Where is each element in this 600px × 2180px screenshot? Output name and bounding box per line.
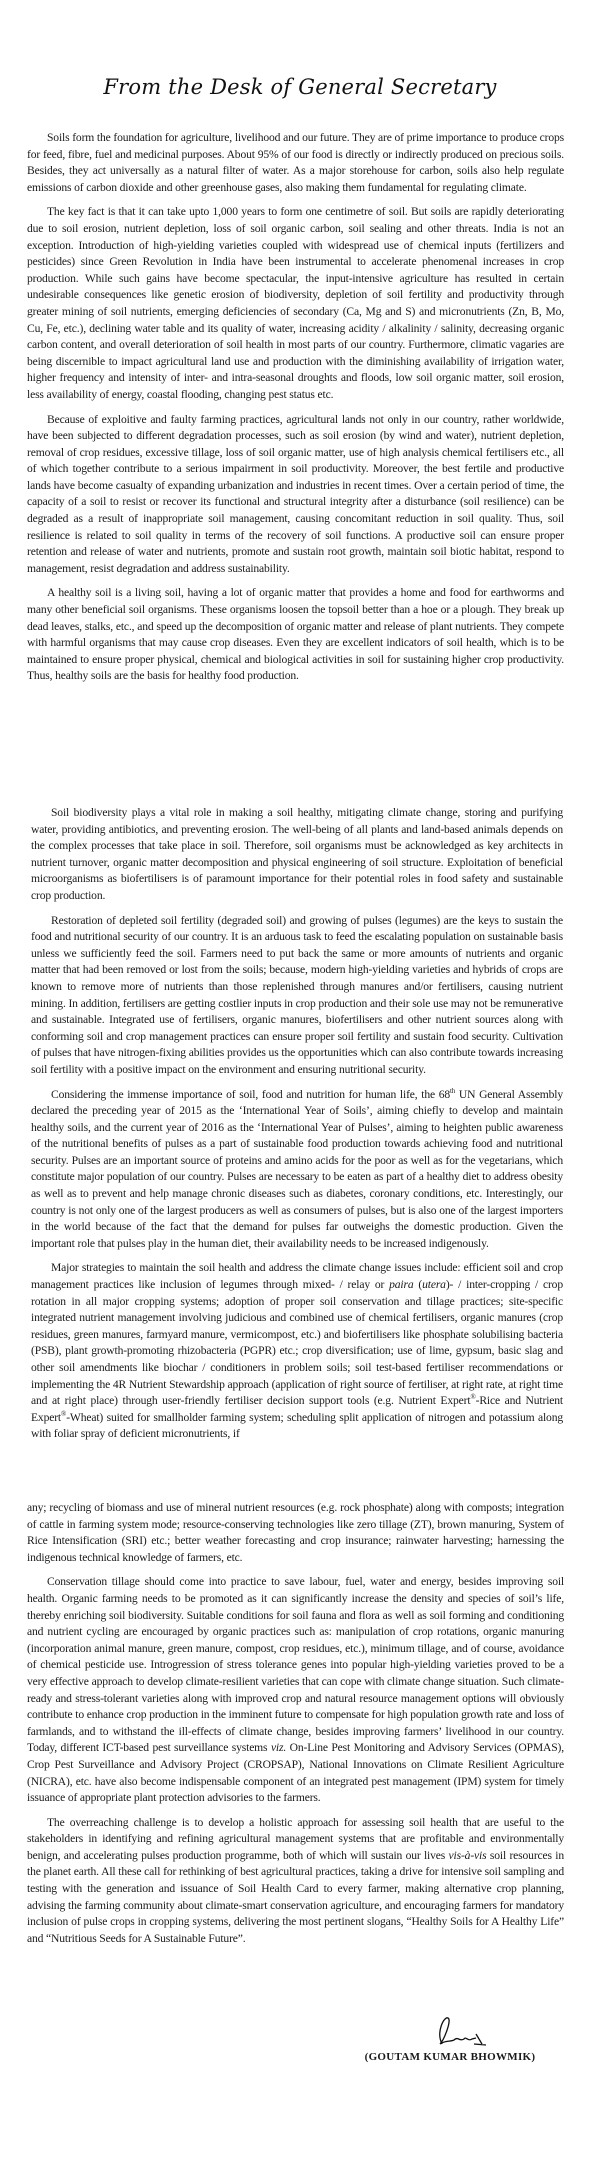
- registered-mark: ®: [470, 1393, 476, 1402]
- text-run: UN General Assembly declared the preceding year of 2015 as the ‘International Year of Soils’, aiming chiefly to develop and maintain healthy soils, and the current year of 2016 as the ‘International Year of Pulses’, aiming to heighten public awareness of the nutritional benefits of pulses as a part of sustainable food production towards achieving food and nutritional security. Pulses are an important source of proteins and amino acids for the poor as well as for the vegetarians, which constitute major population of our country. Pulses are necessary to be eaten as part of a healthy diet to address obesity as well as to prevent and help manage chronic diseases such as diabetes, coronary conditions, etc. Interestingly, our country is not only one of the largest producers as well as consumers of pulses, but is also one of the largest importers in the world because of the fact that the demand for pulses far outweighs the domestic production. Given the important role that pulses play in the human diet, their availability needs to be increased indigenously.: [31, 1087, 563, 1250]
- paragraph: A healthy soil is a living soil, having a lot of organic matter that provides a home and food for earthworms and many other beneficial soil organisms. These organisms loosen the topsoil better than a hoe or a plough. They break up dead leaves, stalks, etc., and speed up the decomposition of organic matter and release of plant nutrients. They compete with harmful organisms that may cause crop diseases. Even they are excellent indicators of soil health, which is to be maintained to ensure proper physical, chemical and biological activities in soil for sustaining higher crop productivity. Thus, healthy soils are the basis for healthy food production.: [27, 586, 564, 683]
- signature-icon: [432, 2012, 492, 2052]
- paragraph: Restoration of depleted soil fertility (degraded soil) and growing of pulses (legumes) are the keys to sustain the food and nutritional security of our country. It is an arduous task to feed the escalating population on sustainable basis unless we sufficiently feed the soil. Farmers need to put back the same or more amounts of nutrients and organic matter that had been removed or lost from the soils; because, modern high-yielding varieties and hybrids of crops are known to remove more of nutrients than those replenished through manures and/or fertilisers, causing nutrient mining. In addition, fertilisers are getting costlier inputs in crop production and their sole use may not be remunerative and sustainable. Integrated use of fertilisers, organic manures, biofertilisers and other nutrient sources along with conforming soil and crop management practices can ensure proper soil fertility and sustain food security. Cultivation of pulses that have nitrogen-fixing abilities provides us the opportunities which can also contribute towards increasing soil fertility with a positive impact on the environment and ensuring nutritional security.: [31, 913, 563, 1076]
- italic-term: vis-à-vis: [448, 1848, 487, 1862]
- text-run: (: [413, 1278, 423, 1292]
- page-3-body: [27, 1500, 564, 1955]
- text-run: Conservation tillage should come into practice to save labour, fuel, water and energy, besides improving soil health. Organic farming needs to be promoted as it can significantly increase the density and species of soil’s life, thereby enriching soil biodiversity. Suitable conditions for soil fauna and flora as well as soil forming and conditioning and nutrient cycling are encouraged by organic practices such as: manipulation of crop rotations, organic manuring (incorporation animal manure, green manure, compost, crop residues, etc.), minimum tillage, and of course, avoidance of chemical pesticide use. Introgression of stress tolerance genes into popular high-yielding varieties proved to be a very effective approach to develop climate-resilient varieties that can cope with climate change situation. Such climate-ready and stress-tolerant varieties along with improved crop and natural resource management options will obviously contribute to enhance crop production in the imminent future to compensate for high population growth rate and loss of farmlands, and to withstand the ill-effects of climate change, besides improving farmers’ livelihood in our country. Today, different ICT-based pest surveillance systems: [27, 1575, 564, 1755]
- text-run: On-Line Pest Monitoring and Advisory Services (OPMAS), Crop Pest Surveillance and Advisory Project (CROPSAP), National Innovations on Climate Resilient Agriculture (NICRA), etc. have also become indispensable component of an integrated pest management (IPM) system for timely issuance of appropriate plant protection advisories to the farmers.: [27, 1741, 565, 1805]
- page-title: From the Desk of General Secretary: [103, 75, 497, 99]
- superscript: th: [450, 1086, 456, 1095]
- text-run: -Wheat) suited for smallholder farming system; scheduling split application of nitrogen and potassium along with foliar spray of deficient micronutrients, if: [31, 1410, 563, 1441]
- text-run: Considering the immense importance of soil, food and nutrition for human life, the 68: [51, 1087, 450, 1101]
- page-2-body: [31, 805, 563, 1451]
- signer-name: (GOUTAM KUMAR BHOWMIK): [364, 2051, 536, 2063]
- paragraph: [27, 1574, 564, 1806]
- italic-term: paira: [389, 1278, 414, 1292]
- paragraph: any; recycling of biomass and use of mineral nutrient resources (e.g. rock phosphate) along with composts; integration of cattle in farming system mode; resource-conserving technologies like zero tillage (ZT), brown manuring, System of Rice Intensification (SRI) etc.; better weather forecasting and crop insurance; rainwater harvesting; harnessing the indigenous technical knowledge of farmers, etc.: [27, 1501, 564, 1564]
- text-run: -Rice and Nutrient Expert: [31, 1394, 563, 1424]
- paragraph: [31, 1260, 563, 1443]
- paragraph: Soils form the foundation for agriculture, livelihood and our future. They are of prime importance to produce crops for feed, fibre, fuel and medicinal purposes. About 95% of our food is directly or indirectly produced on precious soils. Besides, they act universally as a natural filter of water. As a major storehouse for carbon, soils also help regulate emissions of carbon dioxide and other greenhouse gases, also making them fundamental for regulating climate.: [27, 131, 564, 194]
- paragraph: The key fact is that it can take upto 1,000 years to form one centimetre of soil. But soils are rapidly deteriorating due to soil erosion, nutrient depletion, loss of soil organic carbon, soil sealing and other threats. India is not an exception. Introduction of high-yielding varieties coupled with widespread use of chemical inputs (fertilizers and pesticides) since Green Revolution in India have been instrumental to accelerate phenomenal increases in crop production. While such gains have become spectacular, the input-intensive agriculture has resulted in certain undesirable consequences like genetic erosion of biodiversity, depletion of soil fertility and productivity through greater mining of soil nutrients, emerging deficiencies of secondary (Ca, Mg and S) and micronutrients (Zn, B, Mo, Cu, Fe, etc.), declining water table and its quality of water, increasing acidity / alkalinity / salinity, decreasing organic carbon content, and overall deterioration of soil health in most parts of our country. Furthermore, climatic vagaries are being discernible to impact agricultural land use and production with the diminishing availability of irrigation water, higher frequency and intensity of inter- and intra-seasonal droughts and floods, low soil organic matter, soil erosion, less availability of energy, coastal flooding, changing pest status etc.: [27, 205, 564, 401]
- italic-term: viz.: [270, 1741, 287, 1755]
- paragraph: [27, 1815, 564, 1948]
- text-run: )- / inter-cropping / crop rotation in all major cropping systems; adoption of proper soil conservation and tillage practices; site-specific integrated nutrient management involving judicious and combined use of chemical fertilisers, organic manures (crop residues, green manures, farmyard manure, vermicompost, etc.) and biofertilisers like phosphate solubilising bacteria (PSB), plant growth-promoting rhizobacteria (PGPR) etc.; crop diversification; use of lime, gypsum, basic slag and other soil amendments like biochar / conditioners in problem soils; soil test-based fertiliser recommendations or implementing the 4R Nutrient Stewardship approach (application of right source of fertiliser, at right rate, at right time and at right place) through user-friendly fertiliser decision support tools (e.g. Nutrient Expert: [31, 1278, 563, 1408]
- text-run: soil resources in the planet earth. All these call for rethinking of best agricultural practices, taking a drive for intensive soil sampling and testing with the generation and issuance of Soil Health Card to every farmer, making alternative crop planning, advising the farming community about climate-smart conservation agriculture, and encouraging farmers for mandatory inclusion of pulse crops in cropping systems, delivering the most pertinent slogans, “Healthy Soils for A Healthy Life” and “Nutritious Seeds for A Sustainable Future”.: [27, 1848, 565, 1945]
- paragraph: [31, 1087, 563, 1253]
- paragraph: Because of exploitive and faulty farming practices, agricultural lands not only in our country, rather worldwide, have been subjected to different degradation processes, such as soil erosion (by wind and water), nutrient depletion, removal of crop residues, excessive tillage, loss of soil organic matter, use of high analysis chemical fertilisers etc., all of which together contribute to a serious impairment in soil productivity. Moreover, the best fertile and productive lands have become casualty of expanding urbanization and industries in recent times. Over a certain period of time, the capacity of a soil to resist or recover its functional and structural integrity after a disturbance (soil resilience) can be degraded as a result of inappropriate soil management, causing concomitant reduction in soil quality. Thus, soil resilience is related to soil quality in terms of the recovery of soil functions. A productive soil can ensure proper retention and release of water and nutrients, promote and sustain root growth, maintain soil biotic habitat, respond to management, resist degradation and address sustainability.: [27, 412, 564, 575]
- text-run: The overreaching challenge is to develop a holistic approach for assessing soil health that are useful to the stakeholders in identifying and refining agricultural management systems that are profitable and environmentally benign, and accelerating pulses production programme, both of which will sustain our lives: [27, 1815, 564, 1862]
- registered-mark: ®: [61, 1409, 67, 1418]
- page-1-body: [27, 130, 564, 693]
- italic-term: utera: [422, 1278, 446, 1292]
- text-run: Major strategies to maintain the soil health and address the climate change issues include: efficient soil and crop management practices like inclusion of legumes through mixed- / relay or: [31, 1261, 563, 1292]
- paragraph: Soil biodiversity plays a vital role in making a soil healthy, mitigating climate change, storing and purifying water, providing antibiotics, and preventing erosion. The well-being of all plants and land-based animals depends on the complex processes that take place in soil. Therefore, soil organisms must be acknowledged as key architects in nutrient turnover, organic matter decomposition and physical engineering of soil structure. Exploitation of beneficial microorganisms as biofertilisers is of paramount importance for their potential roles in food safety and sustainable crop production.: [31, 806, 563, 902]
